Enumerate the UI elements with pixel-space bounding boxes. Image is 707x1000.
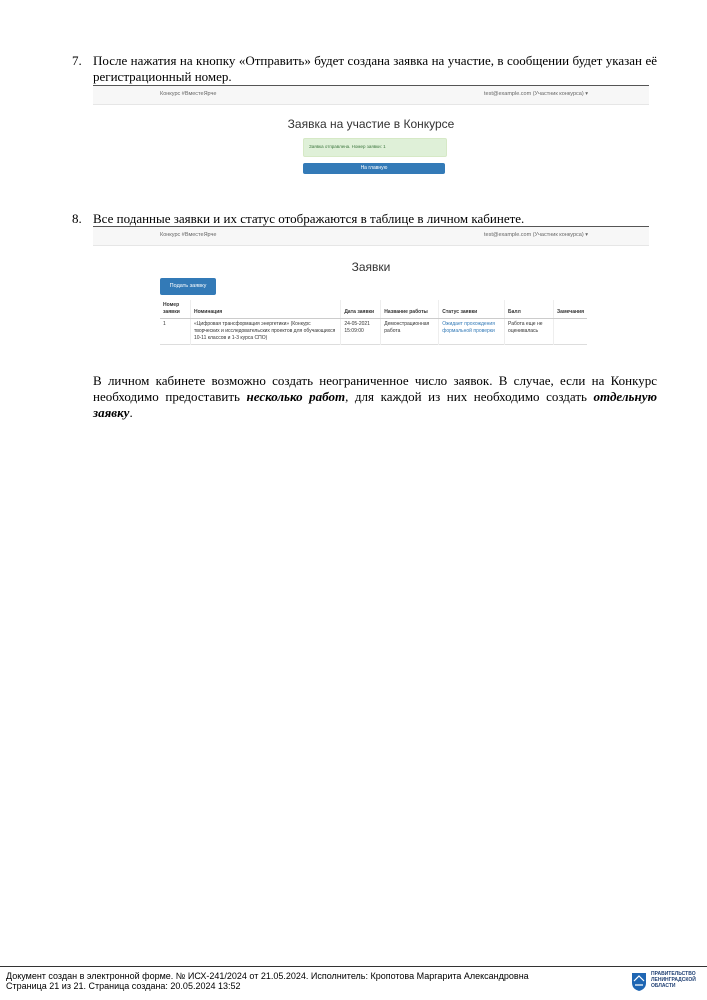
step-number: 7.	[72, 53, 82, 68]
screenshot-application-sent	[93, 85, 649, 182]
step-text: Все поданные заявки и их статус отображаются в таблице в личном кабинете.	[93, 211, 525, 226]
alert-text: Заявка отправлена. Номер заявки: 1	[309, 144, 386, 149]
success-alert	[303, 138, 447, 157]
government-logo	[631, 971, 701, 995]
page-title: Заявки	[351, 260, 391, 274]
navbar-brand[interactable]: Конкурс #ВместеЯрче	[160, 232, 217, 238]
note-text: , для каждой из них необходимо создать	[345, 389, 594, 404]
navbar-brand[interactable]: Конкурс #ВместеЯрче	[160, 91, 217, 97]
screenshot-applications-table	[93, 226, 649, 357]
navbar	[93, 227, 649, 246]
note-text: В личном кабинете возможно создать неограниченное число заявок. В случае, если на Конкурс необходимо предоставить	[93, 373, 657, 404]
note-emphasis-application: отдельную заявку	[93, 389, 657, 420]
note-paragraph	[93, 373, 657, 421]
step-8	[72, 211, 657, 227]
user-menu[interactable]: test@example.com (Участник конкурса) ▾	[484, 232, 588, 238]
home-button-label: На главную	[360, 165, 388, 171]
col-work: Название работы	[381, 300, 439, 319]
cell-notes	[554, 319, 587, 345]
footer-line-1: Документ создан в электронной форме. № ИСХ-241/2024 от 21.05.2024. Исполнитель: Кропотова Маргарита Александровна	[6, 971, 529, 981]
col-status: Статус заявки	[439, 300, 505, 319]
submit-application-button[interactable]	[160, 278, 216, 295]
cell-status[interactable]: Ожидает прохождения формальной проверки	[439, 319, 505, 345]
col-score: Балл	[505, 300, 554, 319]
home-button[interactable]	[303, 163, 445, 174]
note-text: .	[129, 405, 133, 420]
logo-text: ПРАВИТЕЛЬСТВО ЛЕНИНГРАДСКОЙ ОБЛАСТИ	[651, 971, 696, 989]
navbar	[93, 86, 649, 105]
col-notes: Замечания	[554, 300, 587, 319]
step-text: После нажатия на кнопку «Отправить» будет создана заявка на участие, в сообщении будет указан её регистрационный номер.	[93, 53, 657, 84]
page-title: Заявка на участие в Конкурсе	[287, 117, 455, 131]
step-7	[72, 53, 657, 85]
table-header-row	[160, 300, 587, 319]
user-menu[interactable]: test@example.com (Участник конкурса) ▾	[484, 91, 588, 97]
document-footer	[0, 966, 707, 991]
coat-of-arms-icon	[631, 972, 647, 992]
submit-application-label: Подать заявку	[169, 283, 207, 289]
footer-line-2: Страница 21 из 21. Страница создана: 20.05.2024 13:52	[6, 981, 241, 991]
cell-date: 24-05-2021 15:09:00	[341, 319, 381, 345]
note-emphasis-works: несколько работ	[246, 389, 346, 404]
cell-work: Демонстрационная работа	[381, 319, 439, 345]
applications-table	[160, 300, 587, 345]
col-number: Номер заявки	[160, 300, 190, 319]
col-date: Дата заявки	[341, 300, 381, 319]
cell-score: Работа еще не оценивалась	[505, 319, 554, 345]
step-number: 8.	[72, 211, 82, 226]
table-row[interactable]	[160, 319, 587, 345]
col-nomination: Номинация	[190, 300, 340, 319]
cell-number: 1	[160, 319, 190, 345]
cell-nomination: «Цифровая трансформация энергетики» (Конкурс творческих и исследовательских проектов для обучающихся 10-11 классов и 1-3 курса СПО)	[190, 319, 340, 345]
